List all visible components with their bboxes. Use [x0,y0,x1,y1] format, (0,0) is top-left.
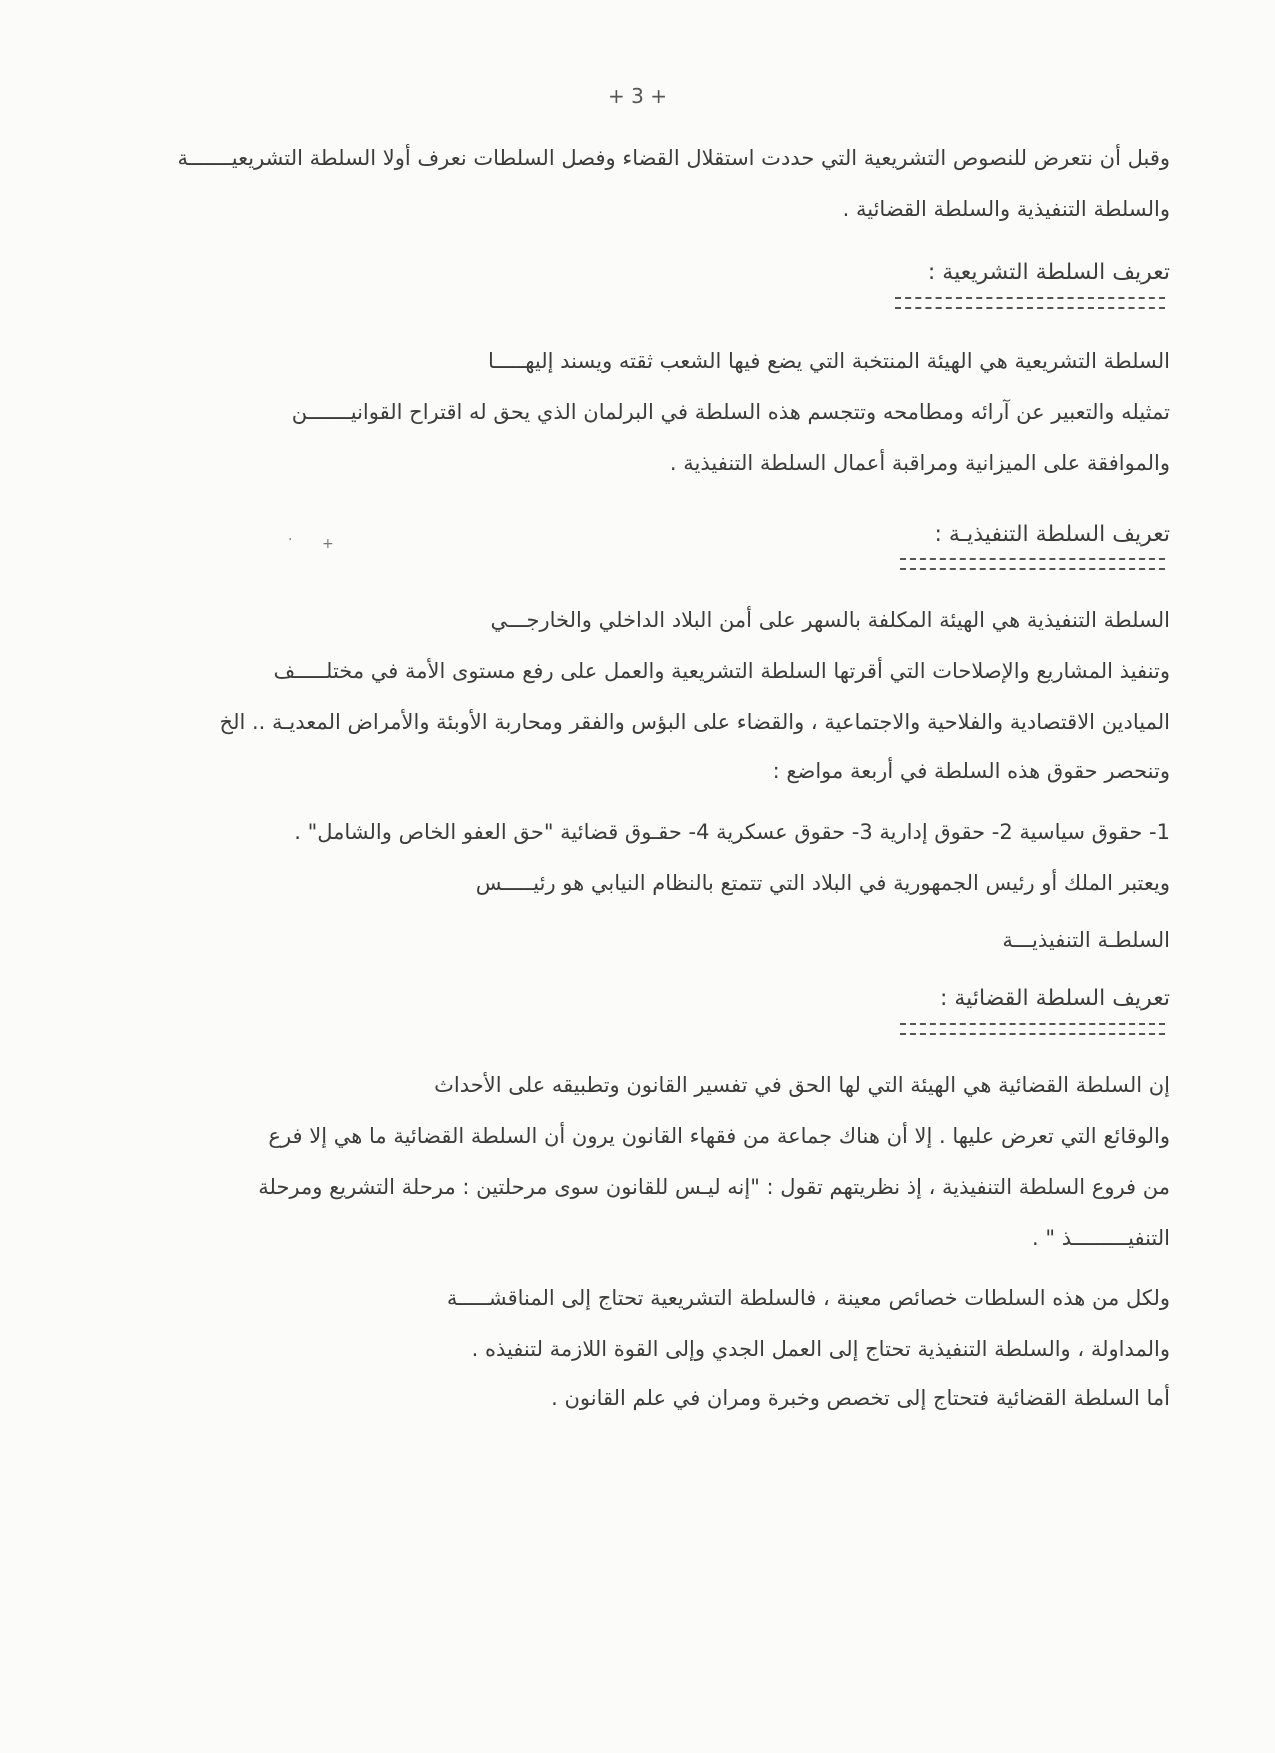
page-number: + 3 + [608,84,667,108]
executive-line-7: السلطـة التنفيذيـــة [1002,928,1170,952]
executive-line-2: وتنفيذ المشاريع والإصلاحات التي أقرتها السلطة التشريعية والعمل على رفع مستوى الأمة في مختلـــــف [273,659,1170,683]
executive-heading-underline [900,558,1165,570]
scan-speck: · [288,532,293,548]
legislative-line-3: والموافقة على الميزانية ومراقبة أعمال السلطة التنفيذية . [669,451,1170,475]
legislative-heading-underline [895,297,1165,309]
executive-line-6: ويعتبر الملك أو رئيس الجمهورية في البلاد التي تتمتع بالنظام النيابي هو رئيـــــس [475,871,1170,895]
judicial-line-3: من فروع السلطة التنفيذية ، إذ نظريتهم تقول : "إنه ليـس للقانون سوى مرحلتين : مرحلة التشريع ومرحلة [258,1175,1170,1199]
judicial-line-6: والمداولة ، والسلطة التنفيذية تحتاج إلى العمل الجدي وإلى القوة اللازمة لتنفيذه . [471,1337,1170,1361]
executive-line-1: السلطة التنفيذية هي الهيئة المكلفة بالسهر على أمن البلاد الداخلي والخارجـــي [490,608,1170,632]
judicial-line-7: أما السلطة القضائية فتحتاج إلى تخصص وخبرة ومران في علم القانون . [551,1386,1170,1410]
executive-heading: تعريف السلطة التنفيذيـة : [934,522,1170,547]
executive-line-4: وتنحصر حقوق هذه السلطة في أربعة مواضع : [772,759,1170,783]
intro-line-1: وقبل أن نتعرض للنصوص التشريعية التي حددت استقلال القضاء وفصل السلطات نعرف أولا السلطة التشريعيـــــــة [177,146,1170,170]
legislative-line-1: السلطة التشريعية هي الهيئة المنتخبة التي يضع فيها الشعب ثقته ويسند إليهـــــا [488,349,1170,373]
legislative-heading: تعريف السلطة التشريعية : [927,260,1170,285]
legislative-line-2: تمثيله والتعبير عن آرائه ومطامحه وتتجسم هذه السلطة في البرلمان الذي يحق له اقتراح القوانيـــــــن [291,400,1170,424]
judicial-line-1: إن السلطة القضائية هي الهيئة التي لها الحق في تفسير القانون وتطبيقه على الأحداث [434,1073,1170,1097]
executive-rights-list: 1- حقوق سياسية 2- حقوق إدارية 3- حقوق عسكرية 4- حقـوق قضائية "حق العفو الخاص والشامل" . [294,820,1170,844]
scan-speck: + [322,536,334,552]
intro-line-2: والسلطة التنفيذية والسلطة القضائية . [842,197,1170,221]
executive-line-3: الميادين الاقتصادية والفلاحية والاجتماعية ، والقضاء على البؤس والفقر ومحاربة الأوبئة والأمراض المعديـة .. الخ [219,710,1170,734]
judicial-heading: تعريف السلطة القضائية : [939,986,1170,1011]
judicial-line-4: التنفيـــــــــذ " . [1032,1226,1170,1250]
judicial-heading-underline [900,1023,1165,1035]
judicial-line-2: والوقائع التي تعرض عليها . إلا أن هناك جماعة من فقهاء القانون يرون أن السلطة القضائية ما هي إلا فرع [268,1124,1170,1148]
judicial-line-5: ولكل من هذه السلطات خصائص معينة ، فالسلطة التشريعية تحتاج إلى المناقشـــــة [446,1286,1170,1310]
